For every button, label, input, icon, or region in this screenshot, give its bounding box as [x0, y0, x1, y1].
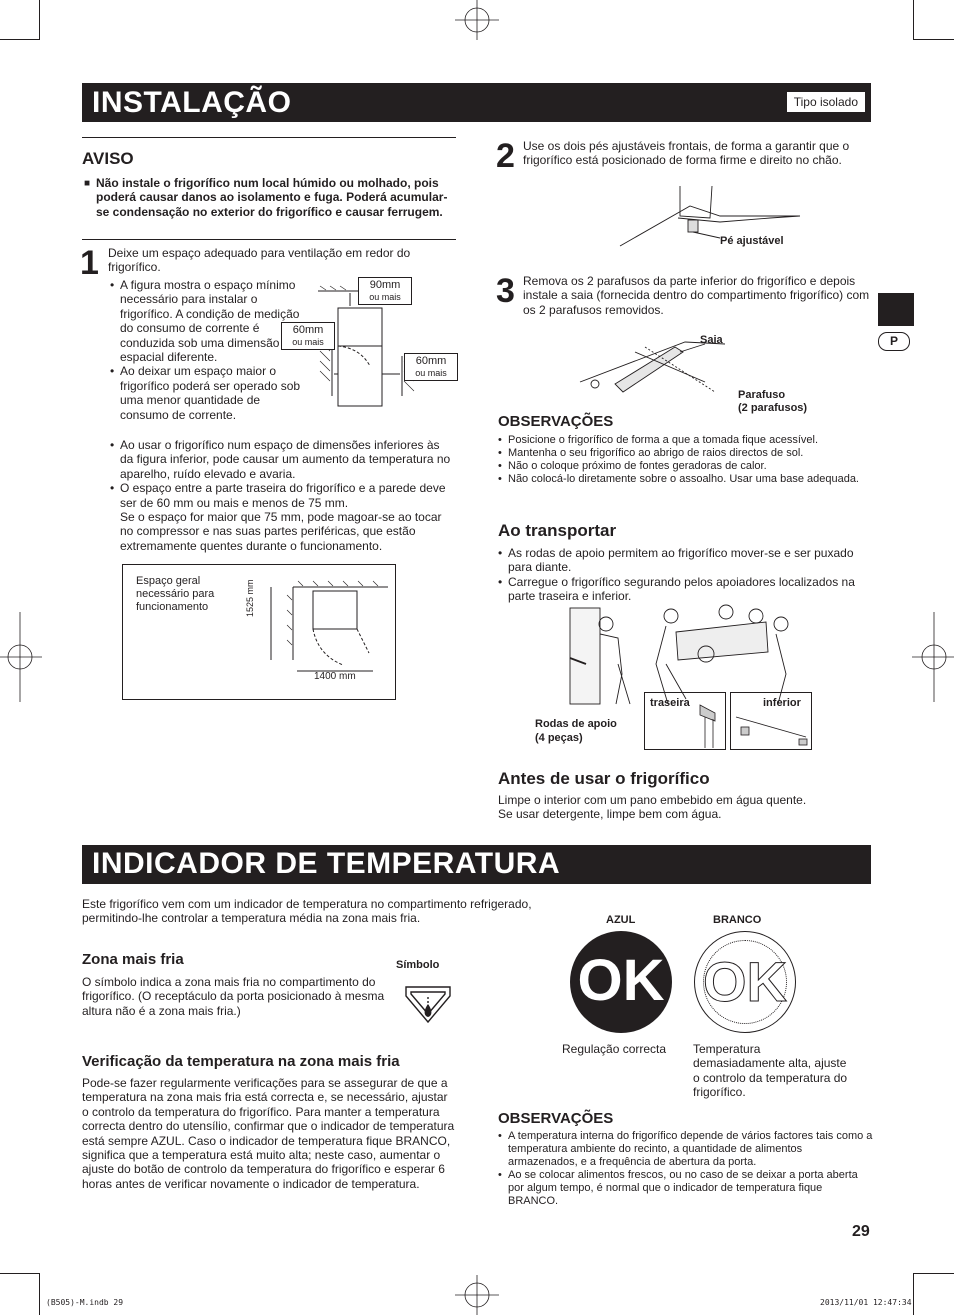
step-number-3: 3	[496, 272, 515, 310]
footer-file: (B505)-M.indb 29	[46, 1298, 124, 1307]
install-banner	[82, 83, 871, 122]
temp-obs-title: OBSERVAÇÕES	[498, 1110, 614, 1127]
side-tab-block	[878, 293, 914, 326]
list-item: • Não o coloque próximo de fontes geradoras de calor.	[498, 460, 868, 473]
before-use-line-1: Limpe o interior com um pano embebido em água quente.	[498, 793, 807, 807]
type-tag: Tipo isolado	[787, 92, 865, 112]
list-item: • O espaço entre a parte traseira do frigorífico e a parede deve ser de 60 mm ou mais e menos de 75 mm. Se o espaço for maior que 75 mm, pode magoar-se ao tocar no compressor e nas suas partes periféricas, que estão extremamente quentes durante o funcionamento.	[110, 481, 455, 553]
temperature-banner	[82, 845, 871, 884]
obs-title: OBSERVAÇÕES	[498, 413, 614, 430]
screw-label: Parafuso (2 parafusos)	[738, 389, 808, 414]
space-label: Espaço geral necessário para funcionamento	[136, 575, 215, 613]
ok-blue-indicator	[570, 931, 672, 1033]
white-label: BRANCO	[713, 914, 762, 926]
space-diagram	[122, 564, 396, 700]
rear-support-panel	[644, 692, 726, 750]
coldest-zone-text: O símbolo indica a zona mais fria no compartimento do frigorífico. (O receptáculo da porta posicionado à mesma altura não é a zona mais fria.)	[82, 975, 385, 1018]
step2-text: Use os dois pés ajustáveis frontais, de forma a garantir que o frigorífico está posicionado de forma firme e direito no chão.	[523, 139, 850, 168]
step1-bullets-a	[110, 278, 310, 422]
temp-obs-list	[498, 1130, 873, 1208]
before-use-line-2: Se usar detergente, limpe bem com água.	[498, 807, 722, 821]
list-item: • A temperatura interna do frigorífico depende de vários factores tais como a temperatura ambiente do recinto, a quantidade de alimentos armazenados, e a frequência de abertura da porta.	[498, 1130, 873, 1169]
bottom-support-panel	[730, 692, 812, 750]
ok-text: OK	[703, 950, 787, 1013]
step1-text: Deixe um espaço adequado para ventilação em redor do frigorífico.	[108, 246, 411, 275]
dim-width: 1400 mm	[314, 671, 356, 682]
list-item: • Mantenha o seu frigorífico ao abrigo de raios directos de sol.	[498, 447, 868, 460]
dim-top-box: 90mm ou mais	[358, 277, 412, 305]
language-tab: P	[878, 332, 910, 351]
coldest-zone-symbol-icon	[403, 984, 453, 1032]
square-bullet-icon: ■	[84, 178, 91, 189]
step1-bullets-b	[110, 438, 455, 553]
list-item: • Não colocá-lo diretamente sobre o assoalho. Usar uma base adequada.	[498, 473, 868, 486]
symbol-label: Símbolo	[396, 959, 440, 971]
step-number-2: 2	[496, 137, 515, 175]
list-item: • Carregue o frigorífico segurando pelos apoiadores localizados na parte traseira e inferior.	[498, 575, 873, 604]
aviso-text: Não instale o frigorífico num local húmido ou molhado, pois poderá causar danos ao isolamento e fuga. Poderá acumular-se condensação no exterior do frigorífico e causar ferrugem.	[96, 176, 448, 219]
list-item: • Posicione o frigorífico de forma a que a tomada fique acessível.	[498, 434, 868, 447]
dim-height: 1525 mm	[245, 579, 255, 617]
check-text: Pode-se fazer regularmente verificações para se assegurar de que a temperatura na zona mais fria está correcta e, se necessário, ajustar o controlo da temperatura do frigorífico. Para manter a temperatura correcta dentro do utensílio, confirmar que o indicador de temperatura está sempre AZUL. Caso o indicador de temperatura fique BRANCO, significa que a temperatura está muito alta; neste caso, aumentar o ajuste do botão de controlo da temperatura do frigorífico e esperar 6 horas antes de verificar novamente o indicador de temperatura.	[82, 1076, 455, 1191]
dim-right-box: 60mm ou mais	[404, 353, 458, 381]
before-use-title: Antes de usar o frigorífico	[498, 769, 710, 788]
temperature-title: INDICADOR DE TEMPERATURA	[92, 847, 561, 880]
foot-label: Pé ajustável	[720, 235, 784, 247]
footer-timestamp: 2013/11/01 12:47:34	[820, 1298, 912, 1307]
correct-setting-caption: Regulação correcta	[562, 1042, 667, 1056]
transport-list	[498, 546, 873, 604]
divider	[82, 137, 456, 138]
obs-list	[498, 434, 868, 486]
list-item: • Ao se colocar alimentos frescos, ou no caso de se deixar a porta aberta por algum tempo, é normal que o indicador de temperatura fique BRANCO.	[498, 1169, 873, 1208]
page-number: 29	[852, 1223, 870, 1240]
step3-text: Remova os 2 parafusos da parte inferior do frigorífico e depois instale a saia (fornecida dentro do compartimento frigorífico) com os 2 parafusos removidos.	[523, 274, 870, 317]
list-item: • Ao usar o frigorífico num espaço de dimensões inferiores às da figura inferior, pode causar um aumento da temperatura no aparelho, ruído elevado e avaria.	[110, 438, 455, 481]
check-title: Verificação da temperatura na zona mais fria	[82, 1053, 400, 1070]
bottom-label: inferior	[763, 697, 801, 709]
too-warm-caption: Temperatura demasiadamente alta, ajuste o controlo da temperatura do frigorífico.	[693, 1042, 848, 1100]
list-item: • A figura mostra o espaço mínimo necessário para instalar o frigorífico. A condição de medição do consumo de corrente é conduzida sob uma dimensão espacial diferente.	[110, 278, 310, 364]
list-item: • As rodas de apoio permitem ao frigorífico mover-se e ser puxado para diante.	[498, 546, 873, 575]
skirt-label: Saia	[700, 334, 723, 346]
transport-title: Ao transportar	[498, 521, 617, 540]
coldest-zone-title: Zona mais fria	[82, 951, 184, 968]
ok-white-indicator	[694, 931, 796, 1033]
aviso-title: AVISO	[82, 149, 134, 168]
list-item: • Ao deixar um espaço maior o frigorífico poderá ser operado sob uma menor quantidade de consumo de corrente.	[110, 364, 310, 422]
dim-left-box: 60mm ou mais	[281, 322, 335, 350]
step-number-1: 1	[80, 244, 99, 282]
wheels-label: Rodas de apoio (4 peças)	[535, 718, 617, 744]
ok-text: OK	[577, 948, 665, 1013]
divider	[82, 239, 456, 240]
install-title: INSTALAÇÃO	[92, 86, 292, 119]
blue-label: AZUL	[606, 914, 636, 926]
rear-label: traseira	[650, 697, 690, 709]
temp-intro: Este frigorífico vem com um indicador de temperatura no compartimento refrigerado, permitindo-lhe controlar a temperatura média na zona mais fria.	[82, 897, 532, 926]
